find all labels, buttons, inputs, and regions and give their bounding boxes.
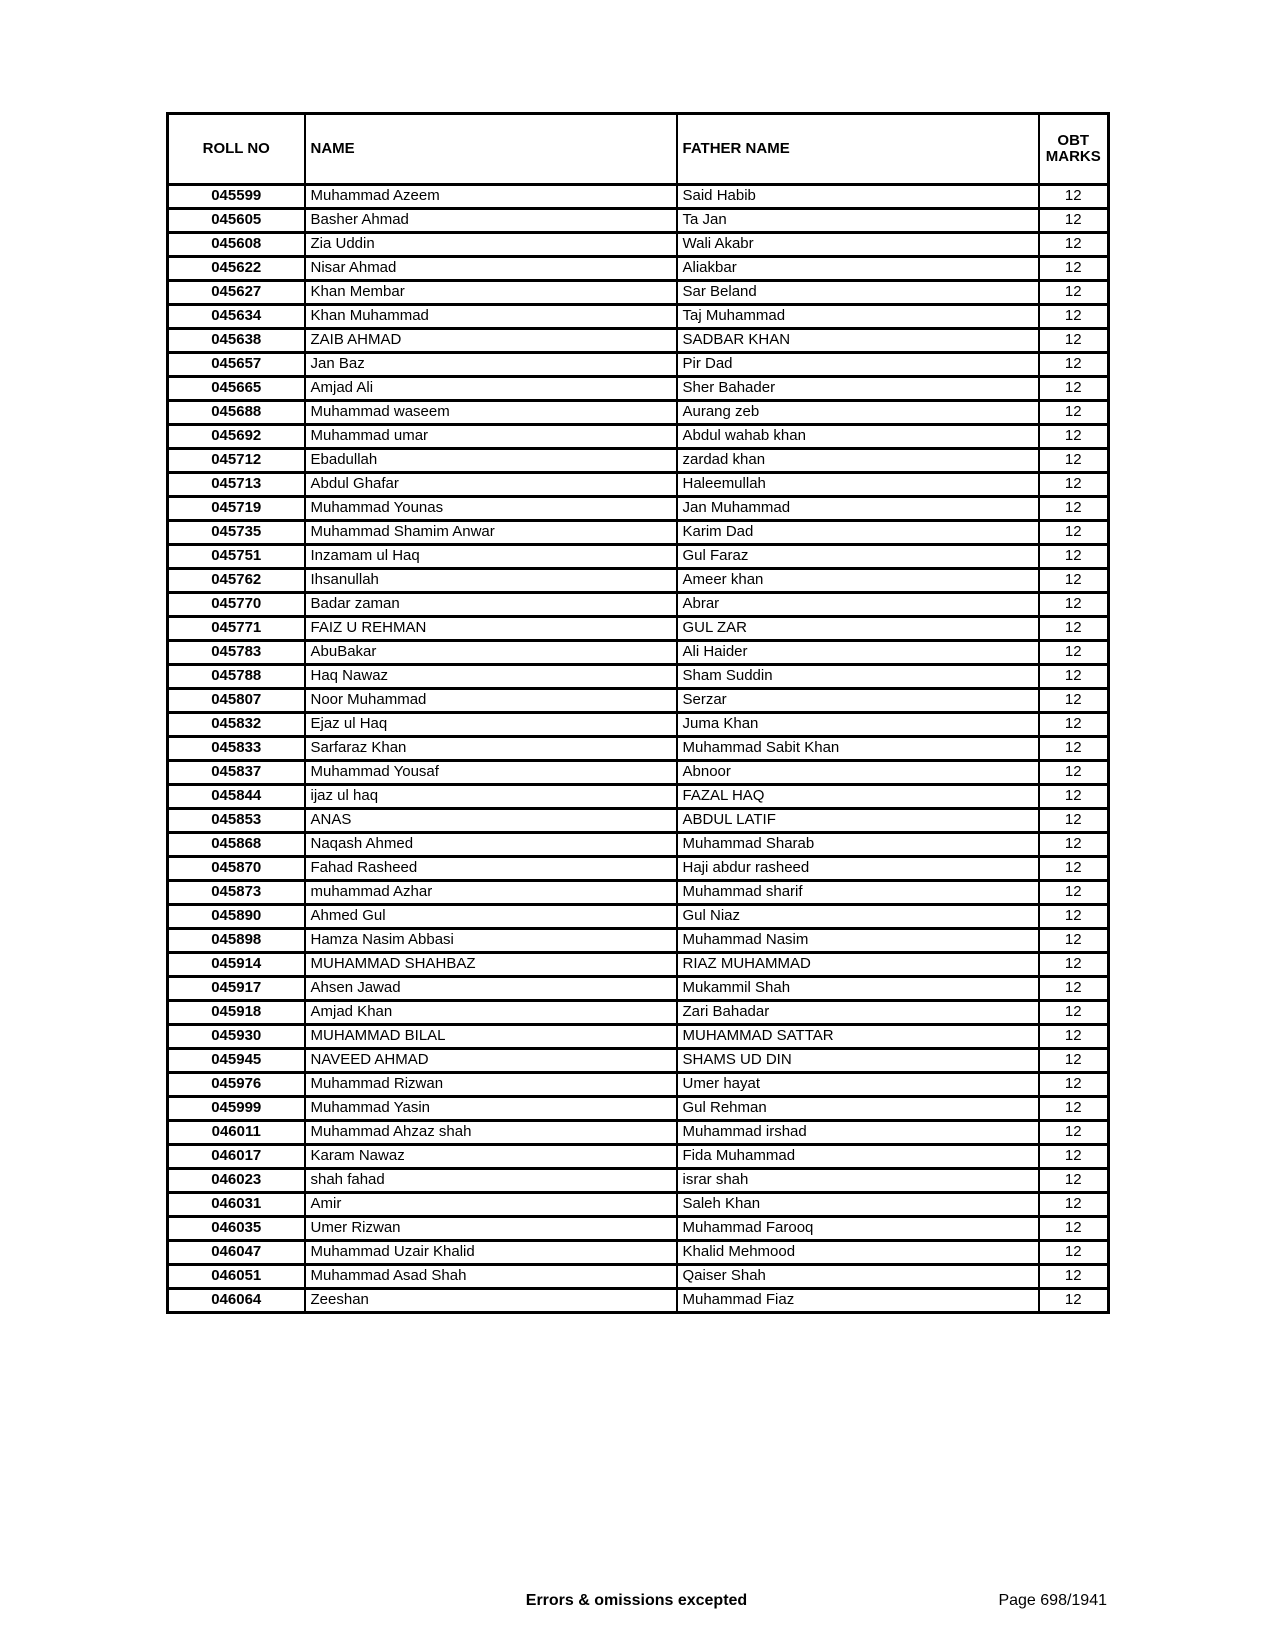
cell-father: Saleh Khan [677,1193,1039,1217]
cell-father: Jan Muhammad [677,497,1039,521]
table-row [168,257,1109,281]
cell-name: Amjad Ali [305,377,677,401]
cell-father: Haji abdur rasheed [677,857,1039,881]
table-row [168,1145,1109,1169]
cell-name: ZAIB AHMAD [305,329,677,353]
table-row [168,833,1109,857]
table-row [168,305,1109,329]
cell-name: Muhammad Uzair Khalid [305,1241,677,1265]
cell-name: muhammad Azhar [305,881,677,905]
cell-roll: 045692 [168,425,305,449]
cell-name: Hamza Nasim Abbasi [305,929,677,953]
cell-father: SHAMS UD DIN [677,1049,1039,1073]
cell-marks: 12 [1039,473,1109,497]
table-row [168,665,1109,689]
cell-father: Muhammad Sharab [677,833,1039,857]
cell-father: Aliakbar [677,257,1039,281]
cell-roll: 045688 [168,401,305,425]
cell-name: Noor Muhammad [305,689,677,713]
table-row [168,449,1109,473]
cell-father: RIAZ MUHAMMAD [677,953,1039,977]
cell-name: Ebadullah [305,449,677,473]
cell-father: Fida Muhammad [677,1145,1039,1169]
cell-roll: 045713 [168,473,305,497]
cell-father: SADBAR KHAN [677,329,1039,353]
cell-name: Muhammad Rizwan [305,1073,677,1097]
cell-father: israr shah [677,1169,1039,1193]
table-row [168,353,1109,377]
cell-name: Ahmed Gul [305,905,677,929]
table-row [168,761,1109,785]
cell-roll: 045945 [168,1049,305,1073]
cell-roll: 045634 [168,305,305,329]
cell-marks: 12 [1039,257,1109,281]
cell-father: Qaiser Shah [677,1265,1039,1289]
cell-marks: 12 [1039,617,1109,641]
cell-father: Pir Dad [677,353,1039,377]
cell-father: Khalid Mehmood [677,1241,1039,1265]
table-row [168,1097,1109,1121]
cell-name: Abdul Ghafar [305,473,677,497]
cell-marks: 12 [1039,545,1109,569]
cell-father: Ali Haider [677,641,1039,665]
cell-father: Sham Suddin [677,665,1039,689]
cell-marks: 12 [1039,449,1109,473]
cell-father: Muhammad Fiaz [677,1289,1039,1313]
table-row [168,617,1109,641]
cell-name: MUHAMMAD BILAL [305,1025,677,1049]
footer-page-number: Page 698/1941 [998,1592,1107,1609]
table-row [168,1193,1109,1217]
cell-roll: 045627 [168,281,305,305]
cell-roll: 045832 [168,713,305,737]
cell-father: Muhammad Sabit Khan [677,737,1039,761]
cell-roll: 045712 [168,449,305,473]
cell-marks: 12 [1039,593,1109,617]
table-row [168,185,1109,209]
cell-roll: 046011 [168,1121,305,1145]
cell-father: Muhammad Nasim [677,929,1039,953]
cell-name: Sarfaraz Khan [305,737,677,761]
cell-marks: 12 [1039,1097,1109,1121]
cell-name: Ejaz ul Haq [305,713,677,737]
cell-father: Aurang zeb [677,401,1039,425]
cell-marks: 12 [1039,977,1109,1001]
table-row [168,641,1109,665]
cell-marks: 12 [1039,1073,1109,1097]
cell-father: Said Habib [677,185,1039,209]
cell-roll: 045807 [168,689,305,713]
cell-marks: 12 [1039,329,1109,353]
cell-father: Sar Beland [677,281,1039,305]
cell-roll: 046051 [168,1265,305,1289]
cell-roll: 046035 [168,1217,305,1241]
results-table-header [168,114,1109,185]
cell-marks: 12 [1039,1169,1109,1193]
cell-roll: 045930 [168,1025,305,1049]
cell-father: Zari Bahadar [677,1001,1039,1025]
cell-marks: 12 [1039,665,1109,689]
table-row [168,425,1109,449]
cell-name: Ihsanullah [305,569,677,593]
results-table [166,112,1110,1314]
cell-father: GUL ZAR [677,617,1039,641]
cell-name: Ahsen Jawad [305,977,677,1001]
cell-marks: 12 [1039,785,1109,809]
header-row [168,114,1109,185]
cell-name: Zeeshan [305,1289,677,1313]
table-row [168,1217,1109,1241]
table-row [168,1265,1109,1289]
cell-roll: 045873 [168,881,305,905]
cell-name: Zia Uddin [305,233,677,257]
cell-marks: 12 [1039,905,1109,929]
table-row [168,785,1109,809]
cell-roll: 045853 [168,809,305,833]
cell-father: Muhammad irshad [677,1121,1039,1145]
cell-roll: 045762 [168,569,305,593]
table-row [168,713,1109,737]
cell-father: Gul Rehman [677,1097,1039,1121]
cell-marks: 12 [1039,881,1109,905]
table-row [168,329,1109,353]
cell-marks: 12 [1039,233,1109,257]
cell-marks: 12 [1039,377,1109,401]
cell-father: Gul Niaz [677,905,1039,929]
cell-name: Basher Ahmad [305,209,677,233]
table-row [168,1241,1109,1265]
cell-roll: 045735 [168,521,305,545]
cell-roll: 045918 [168,1001,305,1025]
cell-roll: 045890 [168,905,305,929]
cell-marks: 12 [1039,185,1109,209]
cell-father: Haleemullah [677,473,1039,497]
cell-name: FAIZ U REHMAN [305,617,677,641]
table-row [168,1049,1109,1073]
cell-marks: 12 [1039,1193,1109,1217]
cell-father: zardad khan [677,449,1039,473]
cell-father: Abrar [677,593,1039,617]
cell-marks: 12 [1039,353,1109,377]
cell-father: Taj Muhammad [677,305,1039,329]
cell-marks: 12 [1039,857,1109,881]
cell-father: Umer hayat [677,1073,1039,1097]
cell-marks: 12 [1039,425,1109,449]
cell-roll: 045898 [168,929,305,953]
cell-roll: 045914 [168,953,305,977]
cell-marks: 12 [1039,1145,1109,1169]
cell-marks: 12 [1039,281,1109,305]
cell-roll: 045833 [168,737,305,761]
table-row [168,905,1109,929]
table-row [168,233,1109,257]
cell-marks: 12 [1039,521,1109,545]
cell-father: Muhammad Farooq [677,1217,1039,1241]
cell-roll: 045622 [168,257,305,281]
cell-marks: 12 [1039,305,1109,329]
cell-name: Muhammad Azeem [305,185,677,209]
cell-roll: 045599 [168,185,305,209]
table-row [168,545,1109,569]
cell-father: Ta Jan [677,209,1039,233]
table-row [168,737,1109,761]
cell-roll: 045976 [168,1073,305,1097]
column-header-obt-marks: OBT MARKS [1039,114,1109,185]
cell-name: Badar zaman [305,593,677,617]
table-row [168,1073,1109,1097]
cell-marks: 12 [1039,1217,1109,1241]
column-header-roll-no: ROLL NO [168,114,305,185]
cell-roll: 045657 [168,353,305,377]
cell-father: Serzar [677,689,1039,713]
table-row [168,497,1109,521]
cell-father: Juma Khan [677,713,1039,737]
cell-name: NAVEED AHMAD [305,1049,677,1073]
cell-name: Muhammad Ahzaz shah [305,1121,677,1145]
cell-roll: 046023 [168,1169,305,1193]
cell-name: Fahad Rasheed [305,857,677,881]
cell-marks: 12 [1039,497,1109,521]
cell-marks: 12 [1039,809,1109,833]
table-row [168,1289,1109,1313]
cell-father: Mukammil Shah [677,977,1039,1001]
cell-name: shah fahad [305,1169,677,1193]
cell-roll: 045751 [168,545,305,569]
cell-marks: 12 [1039,1049,1109,1073]
cell-marks: 12 [1039,1121,1109,1145]
cell-name: Muhammad Asad Shah [305,1265,677,1289]
table-row [168,1001,1109,1025]
cell-roll: 045999 [168,1097,305,1121]
table-row [168,593,1109,617]
cell-marks: 12 [1039,641,1109,665]
table-row [168,953,1109,977]
cell-roll: 045783 [168,641,305,665]
table-row [168,929,1109,953]
cell-marks: 12 [1039,209,1109,233]
cell-marks: 12 [1039,1289,1109,1313]
cell-marks: 12 [1039,569,1109,593]
table-row [168,569,1109,593]
cell-roll: 045638 [168,329,305,353]
cell-roll: 045771 [168,617,305,641]
table-row [168,401,1109,425]
cell-father: ABDUL LATIF [677,809,1039,833]
cell-marks: 12 [1039,1241,1109,1265]
cell-name: Muhammad Yousaf [305,761,677,785]
cell-marks: 12 [1039,713,1109,737]
cell-name: Muhammad Younas [305,497,677,521]
cell-name: Muhammad umar [305,425,677,449]
cell-name: AbuBakar [305,641,677,665]
cell-name: ANAS [305,809,677,833]
footer-note: Errors & omissions excepted [525,1592,748,1609]
cell-father: Ameer khan [677,569,1039,593]
cell-father: Karim Dad [677,521,1039,545]
cell-name: MUHAMMAD SHAHBAZ [305,953,677,977]
cell-name: Amir [305,1193,677,1217]
column-header-name: NAME [305,114,677,185]
cell-father: FAZAL HAQ [677,785,1039,809]
table-row [168,857,1109,881]
cell-roll: 045605 [168,209,305,233]
cell-marks: 12 [1039,1265,1109,1289]
cell-name: Muhammad Shamim Anwar [305,521,677,545]
cell-father: Sher Bahader [677,377,1039,401]
column-header-father-name: FATHER NAME [677,114,1039,185]
cell-marks: 12 [1039,401,1109,425]
cell-father: Abnoor [677,761,1039,785]
cell-marks: 12 [1039,1025,1109,1049]
cell-roll: 045837 [168,761,305,785]
table-row [168,881,1109,905]
table-row [168,1025,1109,1049]
cell-marks: 12 [1039,689,1109,713]
table-row [168,977,1109,1001]
cell-father: Gul Faraz [677,545,1039,569]
cell-father: Wali Akabr [677,233,1039,257]
table-row [168,1169,1109,1193]
cell-roll: 046064 [168,1289,305,1313]
cell-father: MUHAMMAD SATTAR [677,1025,1039,1049]
table-row [168,809,1109,833]
cell-name: Khan Membar [305,281,677,305]
cell-name: Khan Muhammad [305,305,677,329]
cell-roll: 045770 [168,593,305,617]
cell-marks: 12 [1039,761,1109,785]
cell-marks: 12 [1039,929,1109,953]
cell-marks: 12 [1039,1001,1109,1025]
table-row [168,377,1109,401]
cell-roll: 045844 [168,785,305,809]
results-table-body [168,185,1109,1313]
cell-roll: 045719 [168,497,305,521]
cell-marks: 12 [1039,953,1109,977]
table-row [168,689,1109,713]
cell-roll: 046047 [168,1241,305,1265]
cell-name: Jan Baz [305,353,677,377]
cell-roll: 045917 [168,977,305,1001]
cell-name: Nisar Ahmad [305,257,677,281]
cell-roll: 045870 [168,857,305,881]
cell-name: Inzamam ul Haq [305,545,677,569]
cell-roll: 046017 [168,1145,305,1169]
cell-name: Haq Nawaz [305,665,677,689]
table-row [168,521,1109,545]
cell-roll: 045868 [168,833,305,857]
cell-roll: 045608 [168,233,305,257]
cell-name: Karam Nawaz [305,1145,677,1169]
table-row [168,281,1109,305]
table-row [168,473,1109,497]
cell-marks: 12 [1039,833,1109,857]
table-row [168,209,1109,233]
cell-name: Amjad Khan [305,1001,677,1025]
cell-name: Naqash Ahmed [305,833,677,857]
page-footer [166,1592,1107,1614]
cell-father: Abdul wahab khan [677,425,1039,449]
cell-name: Umer Rizwan [305,1217,677,1241]
cell-roll: 046031 [168,1193,305,1217]
cell-marks: 12 [1039,737,1109,761]
cell-roll: 045788 [168,665,305,689]
cell-name: Muhammad waseem [305,401,677,425]
cell-name: Muhammad Yasin [305,1097,677,1121]
cell-roll: 045665 [168,377,305,401]
table-row [168,1121,1109,1145]
cell-name: ijaz ul haq [305,785,677,809]
cell-father: Muhammad sharif [677,881,1039,905]
